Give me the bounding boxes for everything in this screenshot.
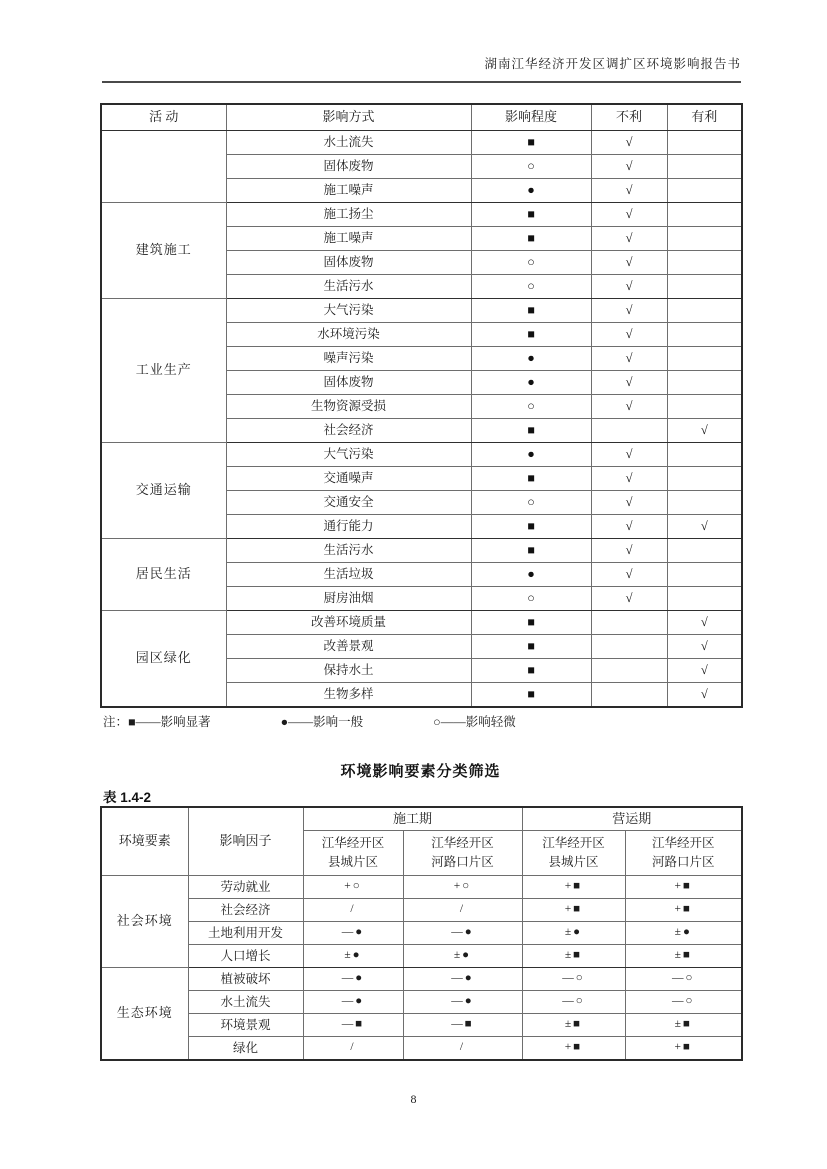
zone-name-line: 河路口片区: [431, 855, 494, 869]
impact-degree-cell: ■: [471, 227, 591, 251]
rating-cell: —●: [303, 968, 403, 991]
table-row: [101, 922, 742, 945]
table-row: [101, 299, 742, 323]
impact-degree-cell: ■: [471, 419, 591, 443]
col-header-operation-period: 营运期: [522, 807, 742, 831]
rating-cell: +○: [403, 876, 522, 899]
table-row: [101, 1037, 742, 1061]
adverse-check-cell: [591, 611, 667, 635]
adverse-check-cell: √: [591, 371, 667, 395]
beneficial-check-cell: [667, 347, 742, 371]
rating-cell: —●: [303, 922, 403, 945]
impact-degree-cell: ●: [471, 443, 591, 467]
col-header-env-element: 环境要素: [101, 807, 188, 876]
table-row: [101, 945, 742, 968]
rating-cell: /: [403, 899, 522, 922]
rating-cell: +■: [522, 876, 625, 899]
adverse-check-cell: √: [591, 563, 667, 587]
rating-cell: —●: [403, 991, 522, 1014]
beneficial-check-cell: [667, 227, 742, 251]
adverse-check-cell: √: [591, 227, 667, 251]
impact-mode-cell: 生物多样: [226, 683, 471, 708]
zone-name-line: 江华经开区: [431, 836, 494, 851]
impact-degree-cell: ●: [471, 347, 591, 371]
rating-cell: ±●: [625, 922, 742, 945]
env-element-cell: 社会环境: [101, 876, 188, 968]
impact-mode-cell: 施工噪声: [226, 227, 471, 251]
legend-note: [103, 712, 741, 730]
beneficial-check-cell: [667, 443, 742, 467]
running-header: [102, 54, 741, 83]
rating-cell: —○: [625, 968, 742, 991]
adverse-check-cell: [591, 683, 667, 708]
beneficial-check-cell: [667, 371, 742, 395]
factor-screening-table-body: [101, 876, 742, 1061]
legend-moderate: ●——影响一般: [280, 715, 364, 729]
impact-mode-cell: 社会经济: [226, 419, 471, 443]
impact-degree-cell: ●: [471, 371, 591, 395]
impact-mode-cell: 大气污染: [226, 443, 471, 467]
impact-factor-cell: 劳动就业: [188, 876, 303, 899]
rating-cell: ±●: [403, 945, 522, 968]
rating-cell: /: [303, 899, 403, 922]
zone-name-line: 江华经开区: [321, 836, 385, 851]
legend-significant: ■——影响显著: [128, 715, 211, 729]
activity-cell: [101, 131, 226, 203]
rating-cell: +○: [303, 876, 403, 899]
impact-degree-cell: ■: [471, 203, 591, 227]
zone-name-line: 河路口片区: [652, 855, 715, 869]
col-header-impact-factor: 影响因子: [188, 807, 303, 876]
activity-impact-table-body: [101, 131, 742, 708]
table-row: [101, 876, 742, 899]
activity-cell: 建筑施工: [101, 203, 226, 299]
rating-cell: —○: [625, 991, 742, 1014]
impact-mode-cell: 交通安全: [226, 491, 471, 515]
rating-cell: —●: [403, 968, 522, 991]
table-row: [101, 203, 742, 227]
impact-degree-cell: ■: [471, 299, 591, 323]
impact-mode-cell: 施工扬尘: [226, 203, 471, 227]
col-header-construction-county-zone: [303, 831, 403, 876]
col-header-operation-helukou-zone: [625, 831, 742, 876]
impact-mode-cell: 改善环境质量: [226, 611, 471, 635]
rating-cell: —○: [522, 991, 625, 1014]
env-element-cell: 生态环境: [101, 968, 188, 1061]
table2-title: 环境影响要素分类筛选: [340, 763, 501, 780]
impact-degree-cell: ●: [471, 563, 591, 587]
impact-mode-cell: 改善景观: [226, 635, 471, 659]
beneficial-check-cell: [667, 299, 742, 323]
table-row: [101, 539, 742, 563]
beneficial-check-cell: [667, 203, 742, 227]
beneficial-check-cell: [667, 251, 742, 275]
impact-degree-cell: ■: [471, 467, 591, 491]
adverse-check-cell: [591, 635, 667, 659]
col-header-construction-period: 施工期: [303, 807, 522, 831]
rating-cell: —●: [303, 991, 403, 1014]
impact-mode-cell: 生物资源受损: [226, 395, 471, 419]
impact-degree-cell: ■: [471, 659, 591, 683]
beneficial-check-cell: [667, 563, 742, 587]
beneficial-check-cell: [667, 179, 742, 203]
rating-cell: ±■: [625, 945, 742, 968]
col-header-impact-degree: 影响程度: [471, 104, 591, 131]
col-header-beneficial: 有利: [667, 104, 742, 131]
col-header-adverse: 不利: [591, 104, 667, 131]
impact-factor-cell: 社会经济: [188, 899, 303, 922]
rating-cell: ±■: [522, 1014, 625, 1037]
table-row: [101, 1014, 742, 1037]
rating-cell: ±●: [303, 945, 403, 968]
impact-factor-cell: 绿化: [188, 1037, 303, 1061]
impact-degree-cell: ○: [471, 587, 591, 611]
impact-mode-cell: 交通噪声: [226, 467, 471, 491]
beneficial-check-cell: [667, 587, 742, 611]
adverse-check-cell: √: [591, 155, 667, 179]
rating-cell: +■: [625, 1037, 742, 1061]
rating-cell: ±■: [522, 945, 625, 968]
factor-screening-table: [100, 806, 743, 1061]
beneficial-check-cell: √: [667, 515, 742, 539]
table-row: [101, 131, 742, 155]
impact-degree-cell: ■: [471, 131, 591, 155]
adverse-check-cell: √: [591, 299, 667, 323]
beneficial-check-cell: [667, 539, 742, 563]
beneficial-check-cell: [667, 467, 742, 491]
impact-mode-cell: 噪声污染: [226, 347, 471, 371]
zone-name-line: 县城片区: [327, 855, 378, 869]
impact-mode-cell: 固体废物: [226, 371, 471, 395]
impact-factor-cell: 环境景观: [188, 1014, 303, 1037]
impact-factor-cell: 植被破坏: [188, 968, 303, 991]
impact-degree-cell: ■: [471, 635, 591, 659]
impact-degree-cell: ●: [471, 179, 591, 203]
activity-cell: 园区绿化: [101, 611, 226, 708]
adverse-check-cell: √: [591, 347, 667, 371]
impact-mode-cell: 保持水土: [226, 659, 471, 683]
impact-factor-cell: 水土流失: [188, 991, 303, 1014]
header-row: [101, 104, 742, 131]
col-header-construction-helukou-zone: [403, 831, 522, 876]
adverse-check-cell: √: [591, 467, 667, 491]
impact-degree-cell: ■: [471, 683, 591, 708]
rating-cell: +■: [522, 899, 625, 922]
impact-mode-cell: 施工噪声: [226, 179, 471, 203]
page-number: 8: [410, 1092, 417, 1106]
rating-cell: +■: [625, 876, 742, 899]
impact-factor-cell: 土地利用开发: [188, 922, 303, 945]
rating-cell: —■: [403, 1014, 522, 1037]
beneficial-check-cell: √: [667, 635, 742, 659]
adverse-check-cell: √: [591, 203, 667, 227]
adverse-check-cell: √: [591, 491, 667, 515]
impact-mode-cell: 固体废物: [226, 155, 471, 179]
adverse-check-cell: [591, 419, 667, 443]
beneficial-check-cell: [667, 131, 742, 155]
activity-cell: 工业生产: [101, 299, 226, 443]
impact-degree-cell: ○: [471, 491, 591, 515]
beneficial-check-cell: √: [667, 611, 742, 635]
impact-degree-cell: ○: [471, 155, 591, 179]
zone-name-line: 江华经开区: [542, 836, 605, 851]
rating-cell: —○: [522, 968, 625, 991]
impact-mode-cell: 水土流失: [226, 131, 471, 155]
rating-cell: —■: [303, 1014, 403, 1037]
rating-cell: /: [303, 1037, 403, 1061]
adverse-check-cell: √: [591, 395, 667, 419]
adverse-check-cell: √: [591, 131, 667, 155]
table2-number-label: 表 1.4-2: [103, 790, 152, 805]
beneficial-check-cell: √: [667, 659, 742, 683]
impact-mode-cell: 生活污水: [226, 275, 471, 299]
adverse-check-cell: √: [591, 179, 667, 203]
running-header-title: 湖南江华经济开发区调扩区环境影响报告书: [484, 57, 741, 71]
impact-mode-cell: 水环境污染: [226, 323, 471, 347]
rating-cell: ±●: [522, 922, 625, 945]
factor-screening-table-header: [101, 807, 742, 876]
impact-mode-cell: 厨房油烟: [226, 587, 471, 611]
beneficial-check-cell: [667, 395, 742, 419]
legend-slight: ○——影响轻微: [433, 715, 516, 729]
activity-impact-table-header: [101, 104, 742, 131]
adverse-check-cell: √: [591, 515, 667, 539]
adverse-check-cell: √: [591, 323, 667, 347]
impact-degree-cell: ○: [471, 251, 591, 275]
rating-cell: /: [403, 1037, 522, 1061]
table-row: [101, 611, 742, 635]
col-header-operation-county-zone: [522, 831, 625, 876]
table-row: [101, 443, 742, 467]
table-row: [101, 991, 742, 1014]
beneficial-check-cell: [667, 275, 742, 299]
impact-degree-cell: ■: [471, 539, 591, 563]
impact-degree-cell: ■: [471, 515, 591, 539]
adverse-check-cell: √: [591, 251, 667, 275]
impact-mode-cell: 生活污水: [226, 539, 471, 563]
impact-factor-cell: 人口增长: [188, 945, 303, 968]
zone-name-line: 江华经开区: [652, 836, 715, 851]
activity-cell: 交通运输: [101, 443, 226, 539]
rating-cell: —●: [403, 922, 522, 945]
beneficial-check-cell: [667, 323, 742, 347]
adverse-check-cell: √: [591, 539, 667, 563]
rating-cell: ±■: [625, 1014, 742, 1037]
beneficial-check-cell: [667, 155, 742, 179]
adverse-check-cell: [591, 659, 667, 683]
header-row-periods: [101, 807, 742, 831]
adverse-check-cell: √: [591, 275, 667, 299]
adverse-check-cell: √: [591, 443, 667, 467]
impact-degree-cell: ■: [471, 323, 591, 347]
adverse-check-cell: √: [591, 587, 667, 611]
zone-name-line: 县城片区: [548, 855, 599, 869]
rating-cell: +■: [625, 899, 742, 922]
col-header-activity: 活 动: [101, 104, 226, 131]
activity-impact-table: [100, 103, 743, 708]
impact-mode-cell: 通行能力: [226, 515, 471, 539]
note-prefix-and-first-item: [103, 712, 211, 730]
impact-degree-cell: ○: [471, 395, 591, 419]
impact-mode-cell: 生活垃圾: [226, 563, 471, 587]
impact-mode-cell: 固体废物: [226, 251, 471, 275]
beneficial-check-cell: √: [667, 419, 742, 443]
table-row: [101, 899, 742, 922]
impact-degree-cell: ■: [471, 611, 591, 635]
activity-cell: 居民生活: [101, 539, 226, 611]
rating-cell: +■: [522, 1037, 625, 1061]
beneficial-check-cell: [667, 491, 742, 515]
table-row: [101, 968, 742, 991]
col-header-impact-mode: 影响方式: [226, 104, 471, 131]
impact-mode-cell: 大气污染: [226, 299, 471, 323]
impact-degree-cell: ○: [471, 275, 591, 299]
note-prefix: 注：: [103, 715, 129, 729]
beneficial-check-cell: √: [667, 683, 742, 708]
